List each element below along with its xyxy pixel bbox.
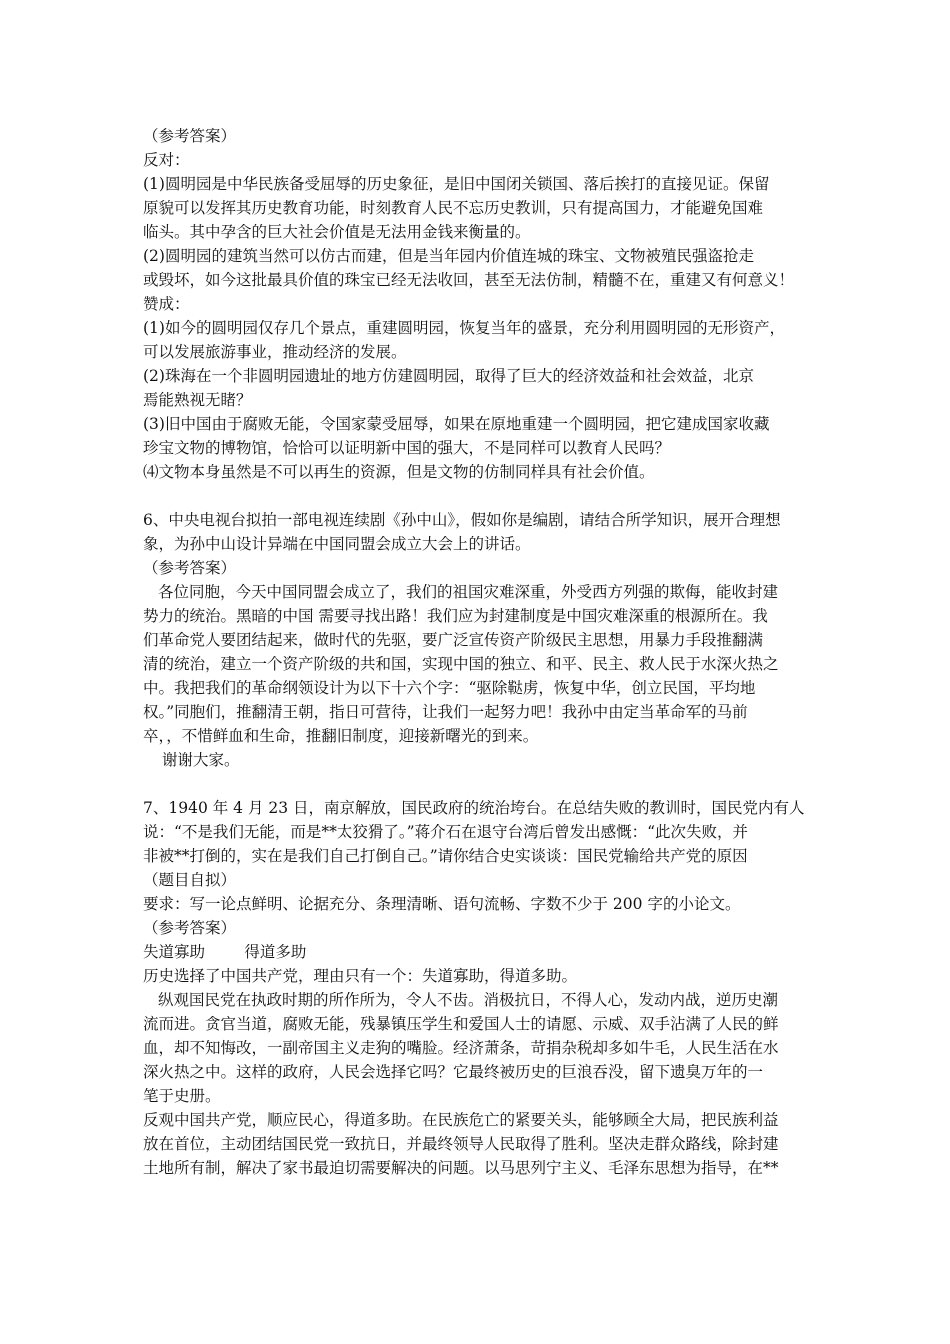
text-line: 反观中国共产党，顺应民心，得道多助。在民族危亡的紧要关头，能够顾全大局，把民族利益 xyxy=(143,1111,779,1129)
text-line: 深火热之中。这样的政府，人民会选择它吗？它最终被历史的巨浪吞没，留下遗臭万年的一 xyxy=(143,1063,764,1081)
text-line: 势力的统治。黑暗的中国 需要寻找出路！我们应为封建制度是中国灾难深重的根源所在。我 xyxy=(143,607,768,625)
text-line: 们革命党人要团结起来，做时代的先驱，要广泛宣传资产阶级民主思想，用暴力手段推翻满 xyxy=(143,631,764,649)
text-line: 中。我把我们的革命纲领设计为以下十六个字：“驱除鞑虏，恢复中华，创立民国，平均地 xyxy=(143,679,756,697)
question-6: 6、中央电视台拟拍一部电视连续剧《孙中山》，假如你是编剧，请结合所学知识，展开合理想 xyxy=(143,511,781,529)
text-line: 原貌可以发挥其历史教育功能，时刻教育人民不忘历史教训，只有提高国力，才能避免国难 xyxy=(143,199,764,217)
answer-heading: （参考答案） xyxy=(143,919,237,937)
text-line: 谢谢大家。 xyxy=(162,751,240,769)
text-line: (2)珠海在一个非圆明园遗址的地方仿建圆明园，取得了巨大的经济效益和社会效益，北京 xyxy=(143,367,754,385)
support-heading: 赞成： xyxy=(143,295,190,313)
requirement-line: 要求：写一论点鲜明、论据充分、条理清晰、语句流畅、字数不少于 200 字的小论文。 xyxy=(143,895,741,913)
text-line: (1)圆明园是中华民族备受屈辱的历史象征，是旧中国闭关锁国、落后挨打的直接见证。保留 xyxy=(143,175,770,193)
oppose-heading: 反对： xyxy=(143,151,190,169)
text-line: 焉能熟视无睹？ xyxy=(143,391,252,409)
text-line: 流而进。贪官当道，腐败无能，残暴镇压学生和爱国人士的请愿、示威、双手沾满了人民的鲜 xyxy=(143,1015,779,1033)
text-line: 放在首位，主动团结国民党一致抗日，并最终领导人民取得了胜利。坚决走群众路线，除封建 xyxy=(143,1135,779,1153)
blank-line xyxy=(143,772,809,796)
text-line: 临头。其中孕含的巨大社会价值是无法用金钱来衡量的。 xyxy=(143,223,531,241)
text-line: 权。”同胞们，推翻清王朝，指日可营待，让我们一起努力吧！我孙中由定当革命军的马前 xyxy=(143,703,748,721)
essay-title: 失道寡助 得道多助 xyxy=(143,943,307,961)
text-line: 历史选择了中国共产党，理由只有一个：失道寡助，得道多助。 xyxy=(143,967,578,985)
text-line: 笔于史册。 xyxy=(143,1087,221,1105)
text-line: 或毁坏，如今这批最具价值的珠宝已经无法收回，甚至无法仿制，精髓不在，重建又有何意义！ xyxy=(143,271,795,289)
text-line: 非被**打倒的，实在是我们自己打倒自己。”请你结合史实谈谈：国民党输给共产党的原因 xyxy=(143,847,748,865)
text-line: （题目自拟） xyxy=(143,871,237,889)
text-line: ⑷文物本身虽然是不可以再生的资源，但是文物的仿制同样具有社会价值。 xyxy=(143,463,655,481)
text-line: 可以发展旅游事业，推动经济的发展。 xyxy=(143,343,407,361)
text-line: (2)圆明园的建筑当然可以仿古而建，但是当年园内价值连城的珠宝、文物被殖民强盗抢走 xyxy=(143,247,754,265)
text-line: 说：“不是我们无能，而是**太狡猾了。”蒋介石在退守台湾后曾发出感慨：“此次失败，并 xyxy=(143,823,749,841)
text-line: 血，却不知悔改，一副帝国主义走狗的嘴脸。经济萧条，苛捐杂税却多如牛毛，人民生活在水 xyxy=(143,1039,779,1057)
text-line: 象，为孙中山设计异端在中国同盟会成立大会上的讲话。 xyxy=(143,535,531,553)
text-line: 土地所有制，解决了家书最迫切需要解决的问题。以马思列宁主义、毛泽东思想为指导，在** xyxy=(143,1159,779,1177)
text-line: (1)如今的圆明园仅存几个景点，重建圆明园，恢复当年的盛景，充分利用圆明园的无形资产， xyxy=(143,319,785,337)
blank-line xyxy=(143,484,809,508)
question-7: 7、1940 年 4 月 23 日，南京解放，国民政府的统治垮台。在总结失败的教训时，国民党内有人 xyxy=(143,799,805,817)
answer-heading: （参考答案） xyxy=(143,127,237,145)
document-body xyxy=(143,124,809,1180)
text-line: 纵观国民党在执政时期的所作所为，令人不齿。消极抗日，不得人心，发动内战，逆历史潮 xyxy=(158,991,779,1009)
text-line: 清的统治，建立一个资产阶级的共和国，实现中国的独立、和平、民主、救人民于水深火热之 xyxy=(143,655,779,673)
text-line: 卒，，不惜鲜血和生命，推翻旧制度，迎接新曙光的到来。 xyxy=(143,727,539,745)
text-line: 各位同胞，今天中国同盟会成立了，我们的祖国灾难深重，外受西方列强的欺侮，能收封建 xyxy=(158,583,779,601)
answer-heading: （参考答案） xyxy=(143,559,237,577)
text-line: (3)旧中国由于腐败无能，令国家蒙受屈辱，如果在原地重建一个圆明园，把它建成国家收藏 xyxy=(143,415,770,433)
text-line: 珍宝文物的博物馆，恰恰可以证明新中国的强大，不是同样可以教育人民吗？ xyxy=(143,439,671,457)
